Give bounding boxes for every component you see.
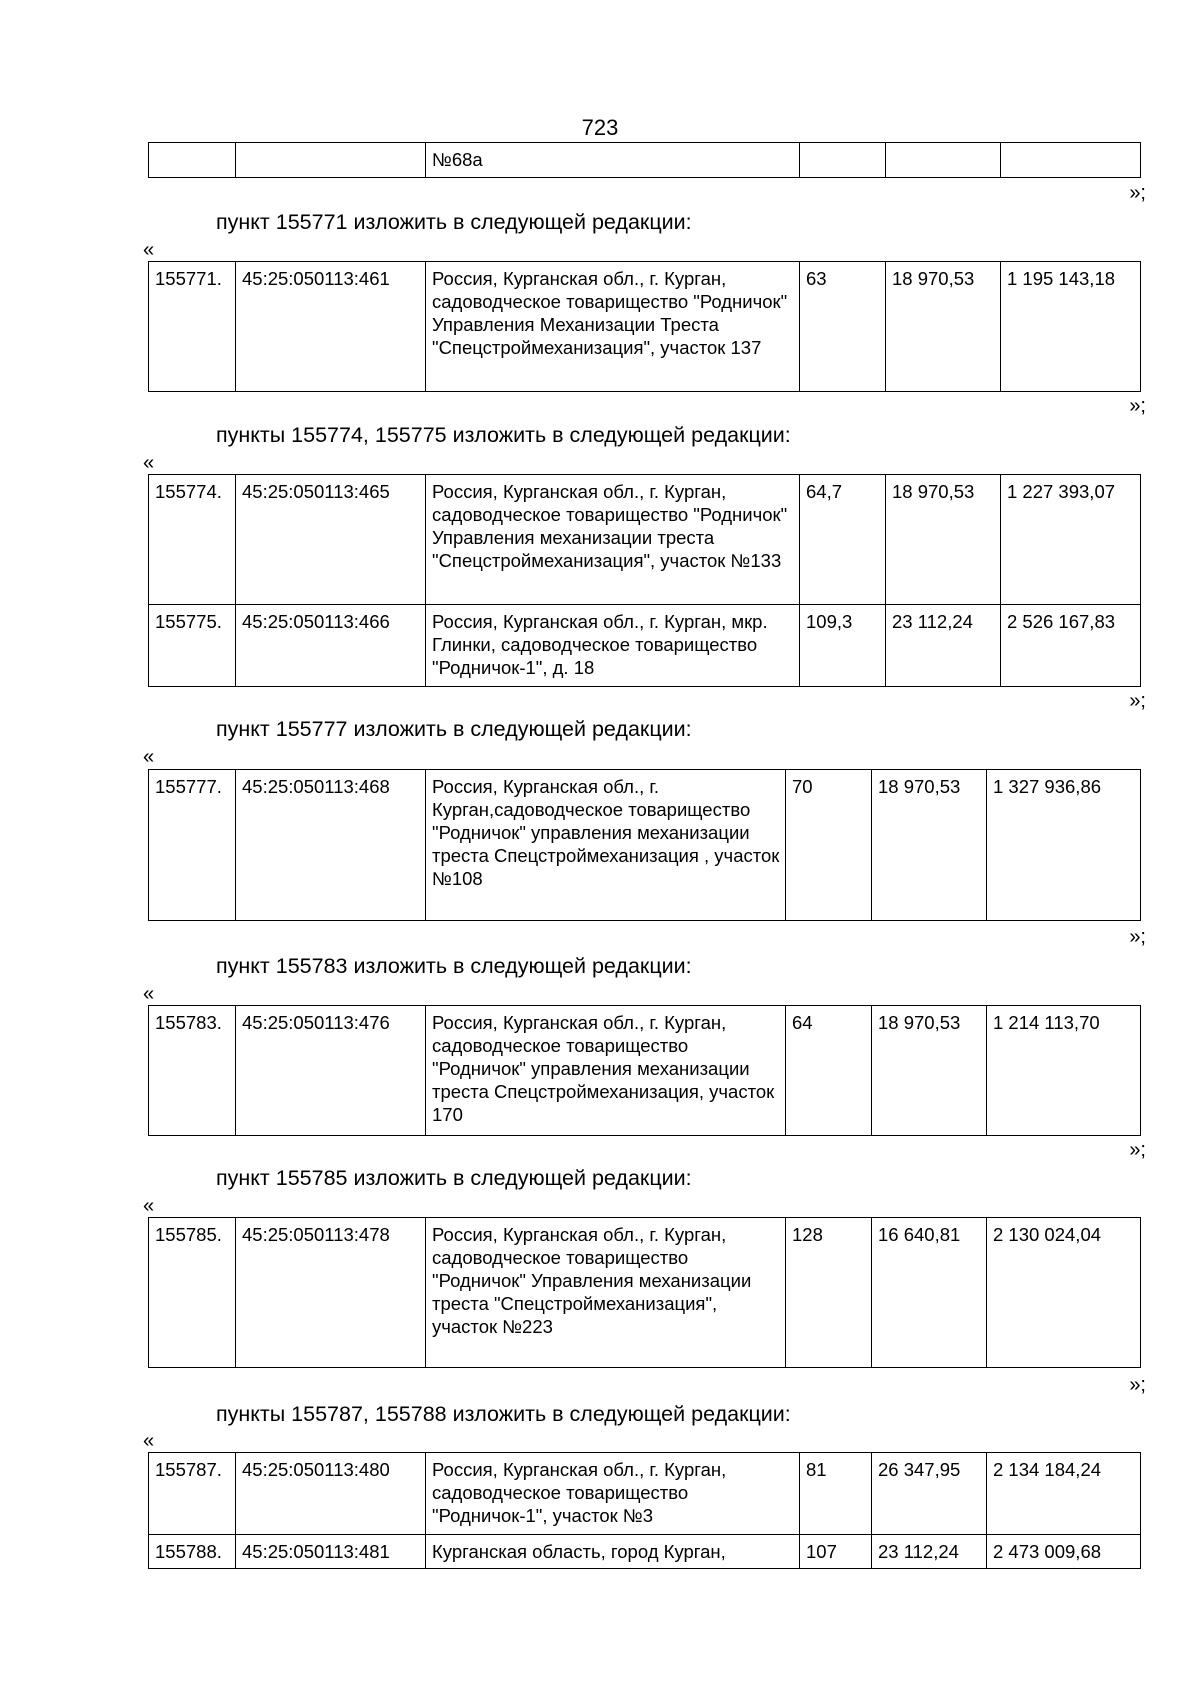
cadastral-number: 45:25:050113:465 — [236, 475, 426, 605]
register-table — [148, 261, 1141, 392]
item-number: 155788. — [149, 1535, 236, 1569]
section-heading: пункт 155771 изложить в следующей редакции: — [216, 210, 692, 234]
opening-quote: « — [143, 1430, 155, 1452]
page-number: 723 — [581, 115, 619, 140]
value-cell: 1 195 143,18 — [1001, 262, 1141, 392]
address-cell: Россия, Курганская обл., г. Курган, садоводческое товарищество "Родничок" управления механизации треста Спецстроймеханизация, участок 170 — [426, 1006, 786, 1136]
cadastral-number: 45:25:050113:468 — [236, 770, 426, 921]
opening-quote: « — [143, 746, 155, 768]
cadastral-number: 45:25:050113:461 — [236, 262, 426, 392]
value-cell: 1 214 113,70 — [987, 1006, 1141, 1136]
value-cell: 1 227 393,07 — [1001, 475, 1141, 605]
item-number: 155774. — [149, 475, 236, 605]
area-cell: 109,3 — [800, 605, 886, 687]
opening-quote: « — [143, 452, 155, 474]
item-number: 155785. — [149, 1218, 236, 1368]
value-cell: 2 134 184,24 — [987, 1453, 1141, 1535]
closing-quote: »; — [1129, 1139, 1146, 1161]
address-cell: Курганская область, город Курган, — [426, 1535, 800, 1569]
cadastral-number: 45:25:050113:481 — [236, 1535, 426, 1569]
rate-cell: 18 970,53 — [886, 262, 1001, 392]
closing-quote: »; — [1129, 182, 1146, 204]
address-cell: Россия, Курганская обл., г. Курган, мкр. Глинки, садоводческое товарищество "Родничок-1", д. 18 — [426, 605, 800, 687]
address-cell: Россия, Курганская обл., г. Курган, садоводческое товарищество "Родничок" Управления механизации треста "Спецстроймеханизация", участок №133 — [426, 475, 800, 605]
register-table — [148, 1217, 1141, 1368]
area-cell: 64,7 — [800, 475, 886, 605]
cadastral-number: 45:25:050113:478 — [236, 1218, 426, 1368]
item-number: 155771. — [149, 262, 236, 392]
item-number: 155783. — [149, 1006, 236, 1136]
rate-cell: 23 112,24 — [886, 605, 1001, 687]
address-cell: №68а — [426, 143, 800, 178]
section-heading: пункт 155783 изложить в следующей редакции: — [216, 954, 692, 978]
value-cell: 2 526 167,83 — [1001, 605, 1141, 687]
area-cell: 81 — [800, 1453, 872, 1535]
register-table — [148, 1005, 1141, 1136]
value-cell: 2 130 024,04 — [987, 1218, 1141, 1368]
closing-quote: »; — [1129, 395, 1146, 417]
section-heading: пункт 155777 изложить в следующей редакции: — [216, 717, 692, 741]
table-row — [149, 1006, 1141, 1136]
closing-quote: »; — [1129, 690, 1146, 712]
cadastral-number: 45:25:050113:476 — [236, 1006, 426, 1136]
rate-cell: 26 347,95 — [872, 1453, 987, 1535]
rate-cell: 18 970,53 — [872, 1006, 987, 1136]
area-cell: 107 — [800, 1535, 872, 1569]
address-cell: Россия, Курганская обл., г. Курган,садоводческое товарищество "Родничок" управления механизации треста Спецстроймеханизация , участок №108 — [426, 770, 786, 921]
cadastral-number: 45:25:050113:480 — [236, 1453, 426, 1535]
register-table — [148, 769, 1141, 921]
item-number: 155775. — [149, 605, 236, 687]
table-row — [149, 1535, 1141, 1569]
rate-cell: 18 970,53 — [872, 770, 987, 921]
table-row — [149, 605, 1141, 687]
section-heading: пункты 155774, 155775 изложить в следующей редакции: — [216, 423, 791, 447]
area-cell: 64 — [786, 1006, 872, 1136]
address-cell: Россия, Курганская обл., г. Курган, садоводческое товарищество "Родничок" Управления механизации треста "Спецстроймеханизация", участок №223 — [426, 1218, 786, 1368]
address-cell: Россия, Курганская обл., г. Курган, садоводческое товарищество "Родничок-1", участок №3 — [426, 1453, 800, 1535]
value-cell: 1 327 936,86 — [987, 770, 1141, 921]
rate-cell: 23 112,24 — [872, 1535, 987, 1569]
table-row — [149, 1218, 1141, 1368]
cadastral-number: 45:25:050113:466 — [236, 605, 426, 687]
section-heading: пункт 155785 изложить в следующей редакции: — [216, 1166, 692, 1190]
opening-quote: « — [143, 239, 155, 261]
register-table-continuation — [148, 142, 1141, 178]
register-table — [148, 474, 1141, 687]
area-cell: 128 — [786, 1218, 872, 1368]
table-row — [149, 770, 1141, 921]
section-heading: пункты 155787, 155788 изложить в следующей редакции: — [216, 1402, 791, 1426]
table-row — [149, 143, 1141, 178]
opening-quote: « — [143, 983, 155, 1005]
table-row — [149, 475, 1141, 605]
value-cell: 2 473 009,68 — [987, 1535, 1141, 1569]
closing-quote: »; — [1129, 926, 1146, 948]
area-cell: 70 — [786, 770, 872, 921]
area-cell: 63 — [800, 262, 886, 392]
rate-cell: 16 640,81 — [872, 1218, 987, 1368]
opening-quote: « — [143, 1195, 155, 1217]
rate-cell: 18 970,53 — [886, 475, 1001, 605]
item-number: 155787. — [149, 1453, 236, 1535]
table-row — [149, 1453, 1141, 1535]
item-number: 155777. — [149, 770, 236, 921]
table-row — [149, 262, 1141, 392]
register-table — [148, 1452, 1141, 1569]
closing-quote: »; — [1129, 1374, 1146, 1396]
address-cell: Россия, Курганская обл., г. Курган, садоводческое товарищество "Родничок" Управления Механизации Треста "Спецстроймеханизация", участок 137 — [426, 262, 800, 392]
